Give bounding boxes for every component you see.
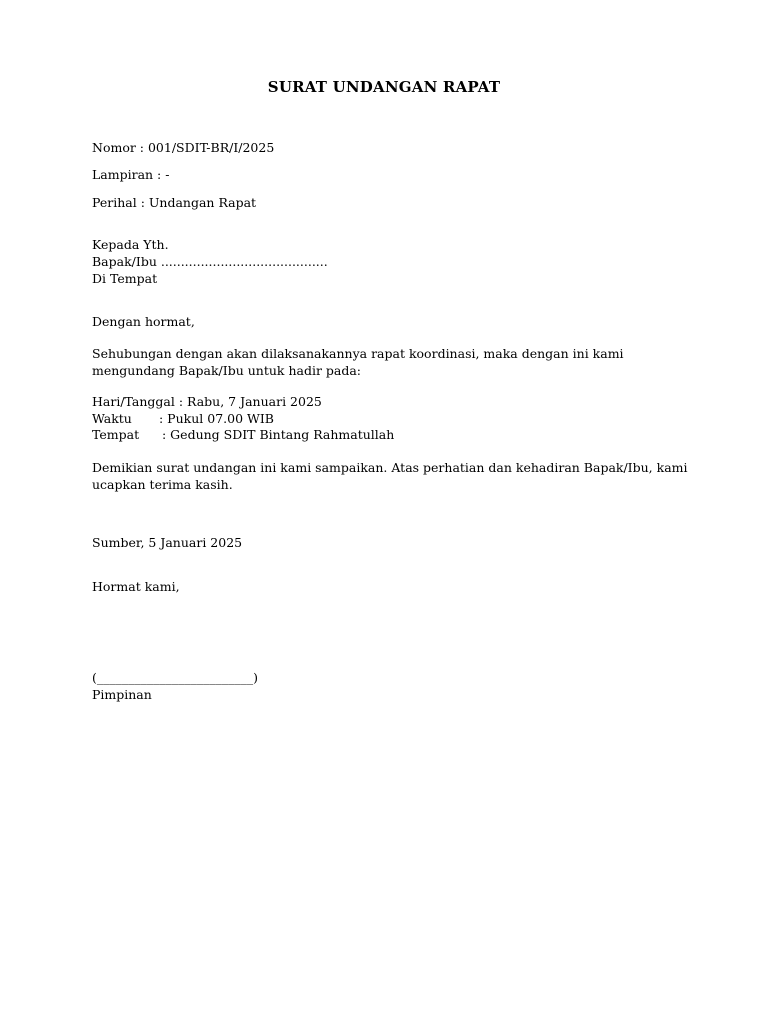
detail-time-value: : Pukul 07.00 WIB xyxy=(159,411,274,426)
regards: Hormat kami, xyxy=(92,579,180,594)
intro-line-1: Sehubungan dengan akan dilaksanakannya rapat koordinasi, maka dengan ini kami xyxy=(92,346,624,361)
recipient-place: Di Tempat xyxy=(92,271,158,286)
letter-number: Nomor : 001/SDIT-BR/I/2025 xyxy=(92,140,275,155)
greeting: Dengan hormat, xyxy=(92,314,195,329)
closing-line-1: Demikian surat undangan ini kami sampaikan. Atas perhatian dan kehadiran Bapak/Ibu, kami xyxy=(92,460,688,475)
intro-line-2: mengundang Bapak/Ibu untuk hadir pada: xyxy=(92,363,362,378)
detail-place-value: : Gedung SDIT Bintang Rahmatullah xyxy=(162,427,395,442)
detail-time xyxy=(92,411,274,427)
signature-line: (_________________________) xyxy=(92,670,259,685)
closing-line-2: ucapkan terima kasih. xyxy=(92,477,233,492)
letter-title: SURAT UNDANGAN RAPAT xyxy=(267,78,501,96)
recipient-name: Bapak/Ibu .......................................... xyxy=(92,254,328,269)
attachment-line: Lampiran : - xyxy=(92,167,170,182)
subject-line: Perihal : Undangan Rapat xyxy=(92,195,257,210)
detail-place xyxy=(92,427,394,443)
detail-date: Hari/Tanggal : Rabu, 7 Januari 2025 xyxy=(92,394,322,409)
detail-place-label: Tempat xyxy=(92,427,140,442)
place-date: Sumber, 5 Januari 2025 xyxy=(92,535,243,550)
detail-time-label: Waktu xyxy=(92,411,132,426)
recipient-to: Kepada Yth. xyxy=(92,237,169,252)
signer-title: Pimpinan xyxy=(92,687,152,702)
